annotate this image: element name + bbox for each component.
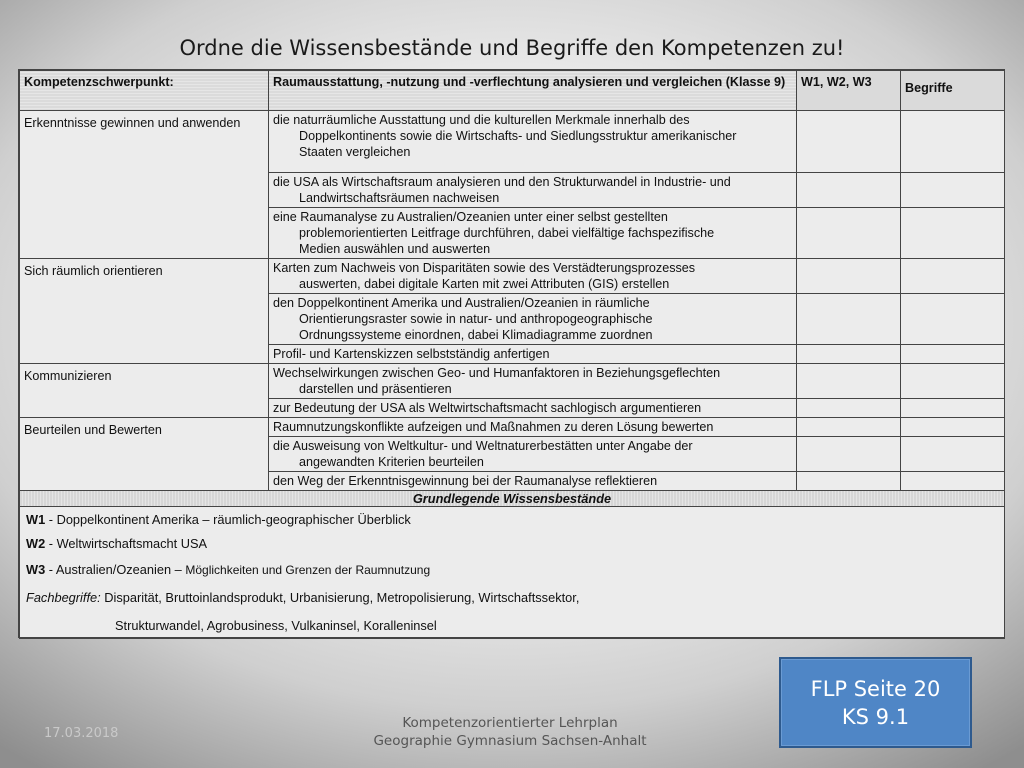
w-cell[interactable] [797, 472, 901, 491]
description-cell [269, 259, 797, 294]
description-line: die naturräumliche Ausstattung und die kulturellen Merkmale innerhalb des [273, 113, 690, 127]
description-cell [269, 173, 797, 208]
w1-text: - Doppelkontinent Amerika – räumlich-geographischer Überblick [45, 512, 411, 527]
description-line: die USA als Wirtschaftsraum analysieren und den Strukturwandel in Industrie- und [273, 175, 731, 189]
description-line: Profil- und Kartenskizzen selbstständig anfertigen [273, 347, 550, 361]
begriffe-cell[interactable] [901, 364, 1005, 399]
description-line: Staaten vergleichen [299, 145, 411, 159]
description-line: zur Bedeutung der USA als Weltwirtschaftsmacht sachlogisch argumentieren [273, 401, 702, 415]
description-cell [269, 294, 797, 345]
w-cell[interactable] [797, 208, 901, 259]
description-line: Landwirtschaftsräumen nachweisen [299, 191, 500, 205]
footer-line-2: Geographie Gymnasium Sachsen-Anhalt [373, 733, 647, 749]
knowledge-cell [20, 507, 1005, 639]
knowledge-row [20, 507, 1005, 639]
description-cell [269, 418, 797, 437]
description-line: den Doppelkontinent Amerika und Australien/Ozeanien in räumliche [273, 296, 650, 310]
description-cell [269, 364, 797, 399]
competency-cell: Beurteilen und Bewerten [20, 418, 269, 491]
fachbegriffe-label: Fachbegriffe: [26, 590, 101, 605]
description-cell [269, 399, 797, 418]
begriffe-cell[interactable] [901, 437, 1005, 472]
table-row [20, 418, 1005, 437]
w3-text: - Australien/Ozeanien – [45, 562, 186, 577]
begriffe-cell[interactable] [901, 294, 1005, 345]
w3-line [26, 562, 430, 578]
w2-text: - Weltwirtschaftsmacht USA [45, 536, 208, 551]
flp-reference-box [779, 657, 972, 748]
description-cell [269, 111, 797, 173]
begriffe-cell[interactable] [901, 208, 1005, 259]
description-line: Wechselwirkungen zwischen Geo- und Humanfaktoren in Beziehungsgeflechten [273, 366, 721, 380]
table-row [20, 259, 1005, 294]
description-line: Orientierungsraster sowie in natur- und anthropogeographische [299, 312, 653, 326]
description-line: Karten zum Nachweis von Disparitäten sowie des Verstädterungsprozesses [273, 261, 696, 275]
w1-code: W1 [26, 512, 46, 527]
w3-code: W3 [26, 562, 46, 577]
slide-footer [360, 714, 660, 750]
begriffe-cell[interactable] [901, 111, 1005, 173]
description-line: problemorientierten Leitfrage durchführen, dabei vielfältige fachspezifische [299, 226, 715, 240]
description-cell [269, 437, 797, 472]
w-cell[interactable] [797, 418, 901, 437]
footer-line-1: Kompetenzorientierter Lehrplan [402, 715, 618, 731]
flp-page-label: FLP Seite 20 [810, 676, 941, 701]
table-row [20, 364, 1005, 399]
w-cell[interactable] [797, 399, 901, 418]
competency-cell: Sich räumlich orientieren [20, 259, 269, 364]
description-line: angewandten Kriterien beurteilen [299, 455, 484, 469]
begriffe-cell[interactable] [901, 173, 1005, 208]
description-line: Raumnutzungskonflikte aufzeigen und Maßnahmen zu deren Lösung bewerten [273, 420, 714, 434]
w-cell[interactable] [797, 294, 901, 345]
w2-code: W2 [26, 536, 46, 551]
table-header-row [20, 71, 1005, 111]
w-cell[interactable] [797, 437, 901, 472]
description-line: den Weg der Erkenntnisgewinnung bei der Raumanalyse reflektieren [273, 474, 658, 488]
begriffe-cell[interactable] [901, 345, 1005, 364]
header-kompetenzschwerpunkt: Kompetenzschwerpunkt: [20, 71, 269, 111]
description-line: Medien auswählen und auswerten [299, 242, 491, 256]
description-line: auswerten, dabei digitale Karten mit zwei Attributen (GIS) erstellen [299, 277, 670, 291]
description-line: darstellen und präsentieren [299, 382, 452, 396]
header-wissensbestaende: W1, W2, W3 [797, 71, 901, 111]
grundlegende-header: Grundlegende Wissensbestände [20, 491, 1005, 507]
begriffe-cell[interactable] [901, 418, 1005, 437]
table-row [20, 111, 1005, 173]
w2-line [26, 536, 207, 552]
begriffe-cell[interactable] [901, 399, 1005, 418]
w-cell[interactable] [797, 259, 901, 294]
description-cell [269, 472, 797, 491]
begriffe-cell[interactable] [901, 472, 1005, 491]
w-cell[interactable] [797, 364, 901, 399]
competency-cell: Kommunizieren [20, 364, 269, 418]
competency-table [18, 69, 1005, 638]
description-cell [269, 345, 797, 364]
description-cell [269, 208, 797, 259]
slide-date: 17.03.2018 [44, 726, 119, 741]
fachbegriffe-list-1: Disparität, Bruttoinlandsprodukt, Urbanisierung, Metropolisierung, Wirtschaftssektor, [100, 590, 580, 605]
w-cell[interactable] [797, 111, 901, 173]
header-topic: Raumausstattung, -nutzung und -verflechtung analysieren und vergleichen (Klasse 9) [269, 71, 797, 111]
grundlegende-header-row [20, 491, 1005, 507]
w-cell[interactable] [797, 345, 901, 364]
flp-ks-label: KS 9.1 [841, 704, 910, 729]
description-line: Doppelkontinents sowie die Wirtschafts- und Siedlungsstruktur amerikanischer [299, 129, 737, 143]
description-line: eine Raumanalyse zu Australien/Ozeanien unter einer selbst gestellten [273, 210, 668, 224]
w1-line [26, 512, 411, 528]
header-begriffe: Begriffe [901, 71, 1005, 111]
competency-cell: Erkenntnisse gewinnen und anwenden [20, 111, 269, 259]
fachbegriffe-list-2: Strukturwandel, Agrobusiness, Vulkaninsel, Koralleninsel [115, 618, 437, 633]
w-cell[interactable] [797, 173, 901, 208]
slide-title: Ordne die Wissensbestände und Begriffe den Kompetenzen zu! [179, 36, 845, 60]
description-line: die Ausweisung von Weltkultur- und Weltnaturerbestätten unter Angabe der [273, 439, 693, 453]
fachbegriffe-line [26, 590, 579, 606]
w3-text-2: Möglichkeiten und Grenzen der Raumnutzung [185, 563, 431, 577]
description-line: Ordnungssysteme einordnen, dabei Klimadiagramme zuordnen [299, 328, 653, 342]
begriffe-cell[interactable] [901, 259, 1005, 294]
